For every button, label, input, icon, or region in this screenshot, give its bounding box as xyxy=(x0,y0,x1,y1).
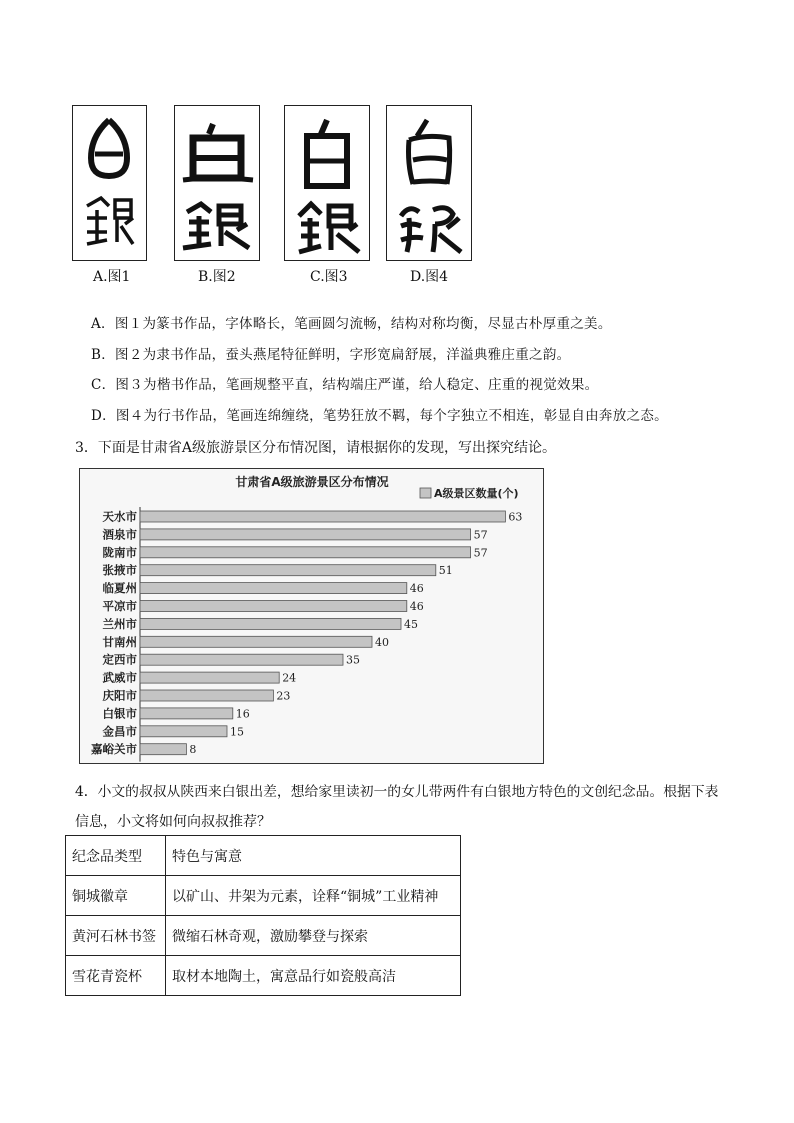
bar xyxy=(140,511,505,522)
question-4-line-1: 4．小文的叔叔从陕西来白银出差，想给家里读初一的女儿带两件有白银地方特色的文创纪念品。根据下表 xyxy=(75,784,719,800)
figure-label-1: A.图1 xyxy=(93,269,131,285)
legend-swatch xyxy=(420,488,431,498)
value-label: 15 xyxy=(230,725,244,739)
value-label: 51 xyxy=(438,564,453,578)
bar xyxy=(140,601,407,612)
category-label: 平凉市 xyxy=(102,599,137,613)
calligraphy-figure-4 xyxy=(386,105,472,261)
bar xyxy=(140,726,227,737)
bar xyxy=(140,654,343,665)
bar xyxy=(140,618,401,629)
table-cell: 铜城徽章 xyxy=(66,876,166,916)
category-label: 酒泉市 xyxy=(102,527,137,542)
table-row xyxy=(66,956,461,996)
bar xyxy=(140,547,471,558)
category-label: 甘南州 xyxy=(102,634,137,649)
table-cell: 雪花青瓷杯 xyxy=(66,956,166,996)
table-row xyxy=(66,916,461,956)
figure-label-3: C.图3 xyxy=(310,269,348,285)
chart-title: 甘肃省A级旅游景区分布情况 xyxy=(235,475,389,489)
option-d-text: D．图４为行书作品，笔画连绵缠绕，笔势狂放不羁，每个字独立不相连，彰显自由奔放之态。 xyxy=(91,408,668,424)
category-label: 武威市 xyxy=(102,670,137,685)
bar xyxy=(140,565,436,576)
bar xyxy=(140,636,372,647)
bar xyxy=(140,744,186,755)
bar xyxy=(140,672,279,683)
value-label: 57 xyxy=(473,546,488,560)
option-a-text: A．图１为篆书作品，字体略长，笔画圆匀流畅，结构对称均衡，尽显古朴厚重之美。 xyxy=(91,316,612,332)
value-label: 24 xyxy=(282,671,297,685)
value-label: 45 xyxy=(404,617,418,631)
value-label: 57 xyxy=(473,528,488,542)
table-row xyxy=(66,876,461,916)
table-header-cell: 纪念品类型 xyxy=(66,836,166,876)
table-cell: 黄河石林书签 xyxy=(66,916,166,956)
legend-label: A级景区数量(个) xyxy=(434,487,519,500)
value-label: 8 xyxy=(189,743,197,757)
calligraphy-figure-1 xyxy=(72,105,147,261)
value-label: 46 xyxy=(409,600,424,613)
category-label: 嘉峪关市 xyxy=(91,742,137,757)
table-cell: 以矿山、井架为元素，诠释“铜城”工业精神 xyxy=(166,876,461,916)
value-label: 40 xyxy=(375,635,389,649)
table-header-row xyxy=(66,836,461,876)
option-b-text: B．图２为隶书作品，蚕头燕尾特征鲜明，字形宽扁舒展，洋溢典雅庄重之韵。 xyxy=(91,347,571,363)
value-label: 63 xyxy=(508,510,523,524)
figure-label-4: D.图4 xyxy=(410,269,449,285)
scenic-spot-chart xyxy=(79,468,544,764)
category-label: 金昌市 xyxy=(102,724,137,739)
bar xyxy=(140,583,407,594)
value-label: 23 xyxy=(276,689,291,703)
calligraphy-figure-3 xyxy=(284,105,370,261)
category-label: 兰州市 xyxy=(102,616,137,631)
category-label: 天水市 xyxy=(102,509,137,524)
option-c-text: C．图３为楷书作品，笔画规整平直，结构端庄严谨，给人稳定、庄重的视觉效果。 xyxy=(91,377,599,393)
table-cell: 微缩石林奇观，激励攀登与探索 xyxy=(166,916,461,956)
category-label: 定西市 xyxy=(102,652,137,667)
bar-chart-svg xyxy=(80,469,543,763)
bar xyxy=(140,529,471,540)
category-label: 庆阳市 xyxy=(102,688,137,703)
category-label: 陇南市 xyxy=(102,545,137,560)
value-label: 46 xyxy=(409,582,424,596)
category-label: 白银市 xyxy=(102,706,137,721)
bar xyxy=(140,690,273,701)
category-label: 张掖市 xyxy=(102,563,137,578)
bar xyxy=(140,708,233,719)
value-label: 16 xyxy=(235,707,250,721)
question-4-line-2: 信息，小文将如何向叔叔推荐？ xyxy=(75,814,271,830)
calligraphy-figure-2 xyxy=(174,105,260,261)
category-label: 临夏州 xyxy=(102,581,137,596)
value-label: 35 xyxy=(346,653,360,667)
question-3: 3．下面是甘肃省A级旅游景区分布情况图，请根据你的发现，写出探究结论。 xyxy=(75,440,557,456)
figure-label-2: B.图2 xyxy=(198,269,236,285)
souvenir-table xyxy=(65,835,461,996)
table-header-cell: 特色与寓意 xyxy=(166,836,461,876)
table-cell: 取材本地陶土，寓意品行如瓷般高洁 xyxy=(166,956,461,996)
